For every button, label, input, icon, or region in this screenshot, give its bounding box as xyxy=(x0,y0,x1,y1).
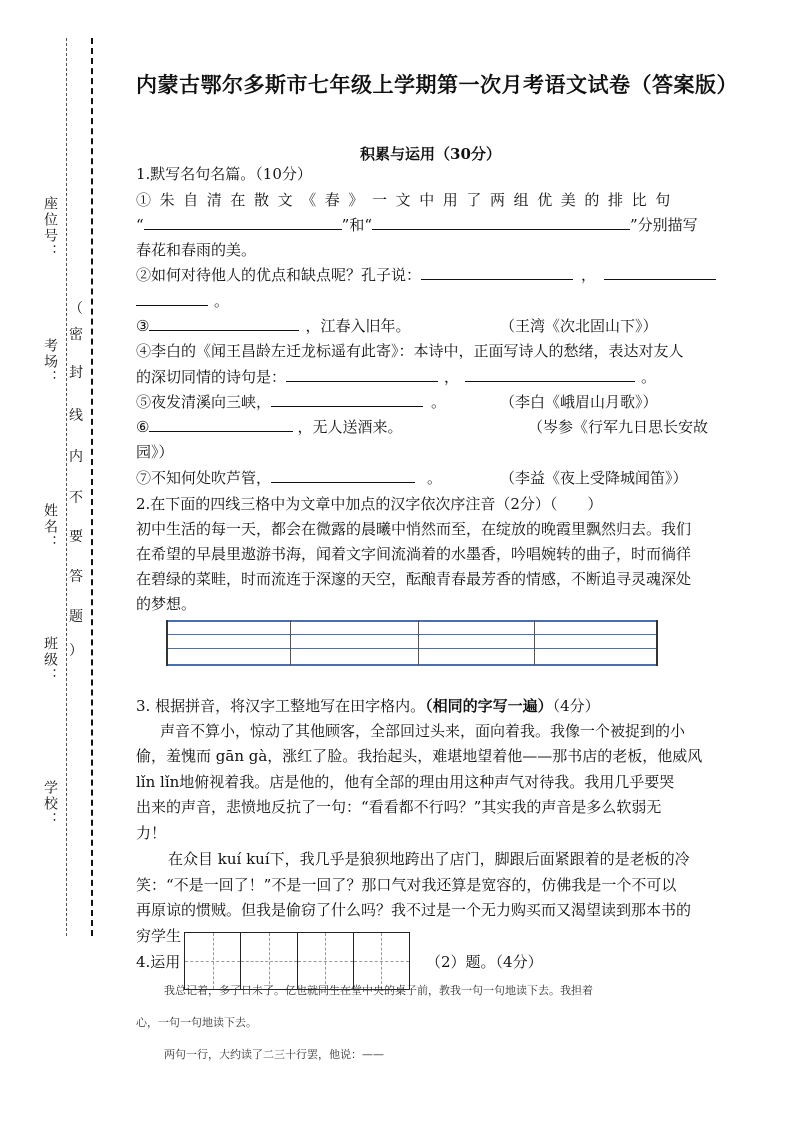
q1-item1-text: ①朱自清在散文《春》一文中用了两组优美的排比句 xyxy=(136,191,679,209)
seal-char: （ xyxy=(69,301,83,317)
seal-char: 密 xyxy=(69,327,83,343)
q3-passage-line: 力！ xyxy=(136,824,167,842)
grid-divider xyxy=(418,620,419,666)
tianzi-cell[interactable] xyxy=(298,933,354,989)
q2-passage-line: 初中生活的每一天，都会在微露的晨曦中悄然而至，在绽放的晚霞里飘然归去。我们 xyxy=(136,520,692,538)
q1-item1-line3: 春花和春雨的美。 xyxy=(136,241,257,259)
q1-item5-text: ⑤夜发清溪向三峡， xyxy=(136,393,272,411)
q1-item4-end: 。 xyxy=(641,368,657,386)
excerpt-line: 我总记着，多了日未了。亿也就同生在堂中央的桌子前，教我一句一句地读下去。我担着 xyxy=(164,984,593,997)
q1-item5-source: （李白《峨眉山月歌》） xyxy=(500,393,658,411)
q1-item7-source: （李益《夜上受降城闻笛》） xyxy=(500,469,688,487)
answer-blank-4a[interactable] xyxy=(286,365,438,382)
excerpt-line: 两句一行，大约读了二三十行罢，他说：—— xyxy=(164,1048,384,1061)
answer-blank-2a[interactable] xyxy=(421,263,573,280)
q3-passage-line: lǐn lǐn地俯视着我。店是他的，他有全部的理由用这种声气对待我。我用几乎要哭 xyxy=(136,773,675,791)
q3-heading-score: （4分） xyxy=(552,697,600,715)
q3-passage-line: 再原谅的惯贼。但我是偷窃了什么吗？我不过是一个无力购买而又渴望读到那本书的 xyxy=(136,901,692,919)
q3-passage-line: 偷，羞愧而 gān gà，涨红了脸。我抬起头，难堪地望着他——那书店的老板，他威风 xyxy=(136,747,703,765)
q1-item2-text: ②如何对待他人的优点和缺点呢？孔子说： xyxy=(136,266,422,284)
grid-line xyxy=(168,634,656,635)
q1-item7-text: ⑦不知何处吹芦管， xyxy=(136,469,272,487)
q3-heading-note: （相同的字写一遍） xyxy=(425,697,553,715)
school-label: 学校： xyxy=(42,780,58,828)
answer-blank-2c[interactable] xyxy=(136,289,208,306)
q3-passage-line: 穷学生 xyxy=(136,927,182,945)
seat-number-label: 座位号： xyxy=(42,196,58,260)
grid-line xyxy=(168,620,656,622)
q1-item5-end: 。 xyxy=(431,393,447,411)
answer-blank-5[interactable] xyxy=(271,390,423,407)
answer-blank-7[interactable] xyxy=(271,466,415,483)
q4-end: （2）题。（4分） xyxy=(426,953,543,971)
seal-char: 封 xyxy=(69,365,83,381)
seal-char: ） xyxy=(69,643,83,659)
q1-item3-num: ③ xyxy=(136,317,150,335)
answer-blank-2b[interactable] xyxy=(604,263,716,280)
tianzi-cell[interactable] xyxy=(241,933,297,989)
q1-item4-sep: ， xyxy=(444,368,460,386)
seal-char: 要 xyxy=(69,529,83,545)
quote-end: ”分别描写 xyxy=(630,216,698,234)
q1-item2-line2 xyxy=(136,289,229,314)
seal-char: 内 xyxy=(69,449,83,465)
name-label: 姓名： xyxy=(42,503,58,551)
q1-item2-sep: ， xyxy=(581,266,597,284)
binding-line-outer xyxy=(91,38,93,936)
q3-passage-line: 笑：“不是一回了！”不是一回了？那口气对我还算是宽容的，仿佛我是一个不可以 xyxy=(136,876,677,894)
class-label: 班级： xyxy=(42,636,58,684)
answer-blank-3[interactable] xyxy=(149,314,299,331)
quote-open: “ xyxy=(136,216,144,234)
q3-passage-line: 出来的声音，悲愤地反抗了一句：“看看都不行吗？”其实我的声音是多么软弱无 xyxy=(136,798,662,816)
section-heading: 积累与运用（30分） xyxy=(360,145,501,163)
q1-item4-text2: 的深切同情的诗句是： xyxy=(136,368,287,386)
q1-item5 xyxy=(136,390,446,415)
excerpt-line: 心，一句一句地读下去。 xyxy=(136,1016,257,1029)
answer-blank-1a[interactable] xyxy=(144,213,342,230)
q2-passage-line: 的梦想。 xyxy=(136,595,197,613)
q4-start: 4.运用 xyxy=(136,953,181,971)
q1-item1-line2 xyxy=(136,213,698,238)
four-line-grid[interactable] xyxy=(166,620,658,666)
grid-divider xyxy=(290,620,291,666)
q2-passage-line: 在碧绿的菜畦，时而流连于深邃的天空，酝酿青春最芳香的情感，不断追寻灵魂深处 xyxy=(136,570,692,588)
seal-char: 不 xyxy=(69,490,83,506)
q1-item4-text: ④李白的《闻王昌龄左迁龙标遥有此寄》：本诗中，正面写诗人的愁绪，表达对友人 xyxy=(136,342,684,360)
quote-mid: ”和“ xyxy=(341,216,373,234)
q1-item6-source: （岑参《行军九日思长安故 xyxy=(528,418,709,436)
binding-line-inner xyxy=(66,38,67,936)
seal-char: 题 xyxy=(69,609,83,625)
q1-item2-end: 。 xyxy=(214,292,230,310)
tianzi-cell[interactable] xyxy=(185,933,241,989)
q2-heading: 2.在下面的四线三格中为文章中加点的汉字依次序注音（2分）（ ） xyxy=(136,495,603,513)
q1-item3 xyxy=(136,314,410,339)
q3-passage-line: 声音不算小，惊动了其他顾客，全部回过头来，面向着我。我像一个被捉到的小 xyxy=(160,722,686,740)
grid-divider xyxy=(534,620,535,666)
grid-line xyxy=(168,664,656,666)
answer-blank-4b[interactable] xyxy=(465,365,635,382)
tianzi-cell[interactable] xyxy=(354,933,409,989)
q1-item6 xyxy=(136,415,402,440)
q1-item2 xyxy=(136,263,716,288)
q1-item6-num: ⑥ xyxy=(136,418,150,436)
seal-char: 线 xyxy=(69,408,83,424)
q1-item7 xyxy=(136,466,442,491)
seal-char: 答 xyxy=(69,569,83,585)
answer-blank-6[interactable] xyxy=(149,415,293,432)
q3-passage-line: 在众目 kuí kuí下，我几乎是狼狈地跨出了店门，脚跟后面紧跟着的是老板的冷 xyxy=(168,850,690,868)
exam-room-label: 考场： xyxy=(42,338,58,386)
exam-title: 内蒙古鄂尔多斯市七年级上学期第一次月考语文试卷（答案版） xyxy=(136,72,738,97)
q2-passage-line: 在希望的早晨里遨游书海，闻着文字间流淌着的水墨香，吟唱婉转的曲子，时而徜徉 xyxy=(136,545,692,563)
q1-heading: 1.默写名句名篇。（10分） xyxy=(136,165,312,183)
q1-item6-source-cont: 园》） xyxy=(136,443,174,461)
answer-blank-1b[interactable] xyxy=(372,213,630,230)
q1-item4-line2 xyxy=(136,365,656,390)
grid-line xyxy=(168,648,656,649)
q1-item7-end: 。 xyxy=(427,469,443,487)
q3-heading xyxy=(136,694,600,719)
q3-heading-text: 3. 根据拼音，将汉字工整地写在田字格内。 xyxy=(136,697,426,715)
q1-item3-source: （王湾《次北固山下》） xyxy=(500,317,658,335)
q1-item3-text: ，江春入旧年。 xyxy=(305,317,411,335)
q1-item6-text: ，无人送酒来。 xyxy=(297,418,403,436)
